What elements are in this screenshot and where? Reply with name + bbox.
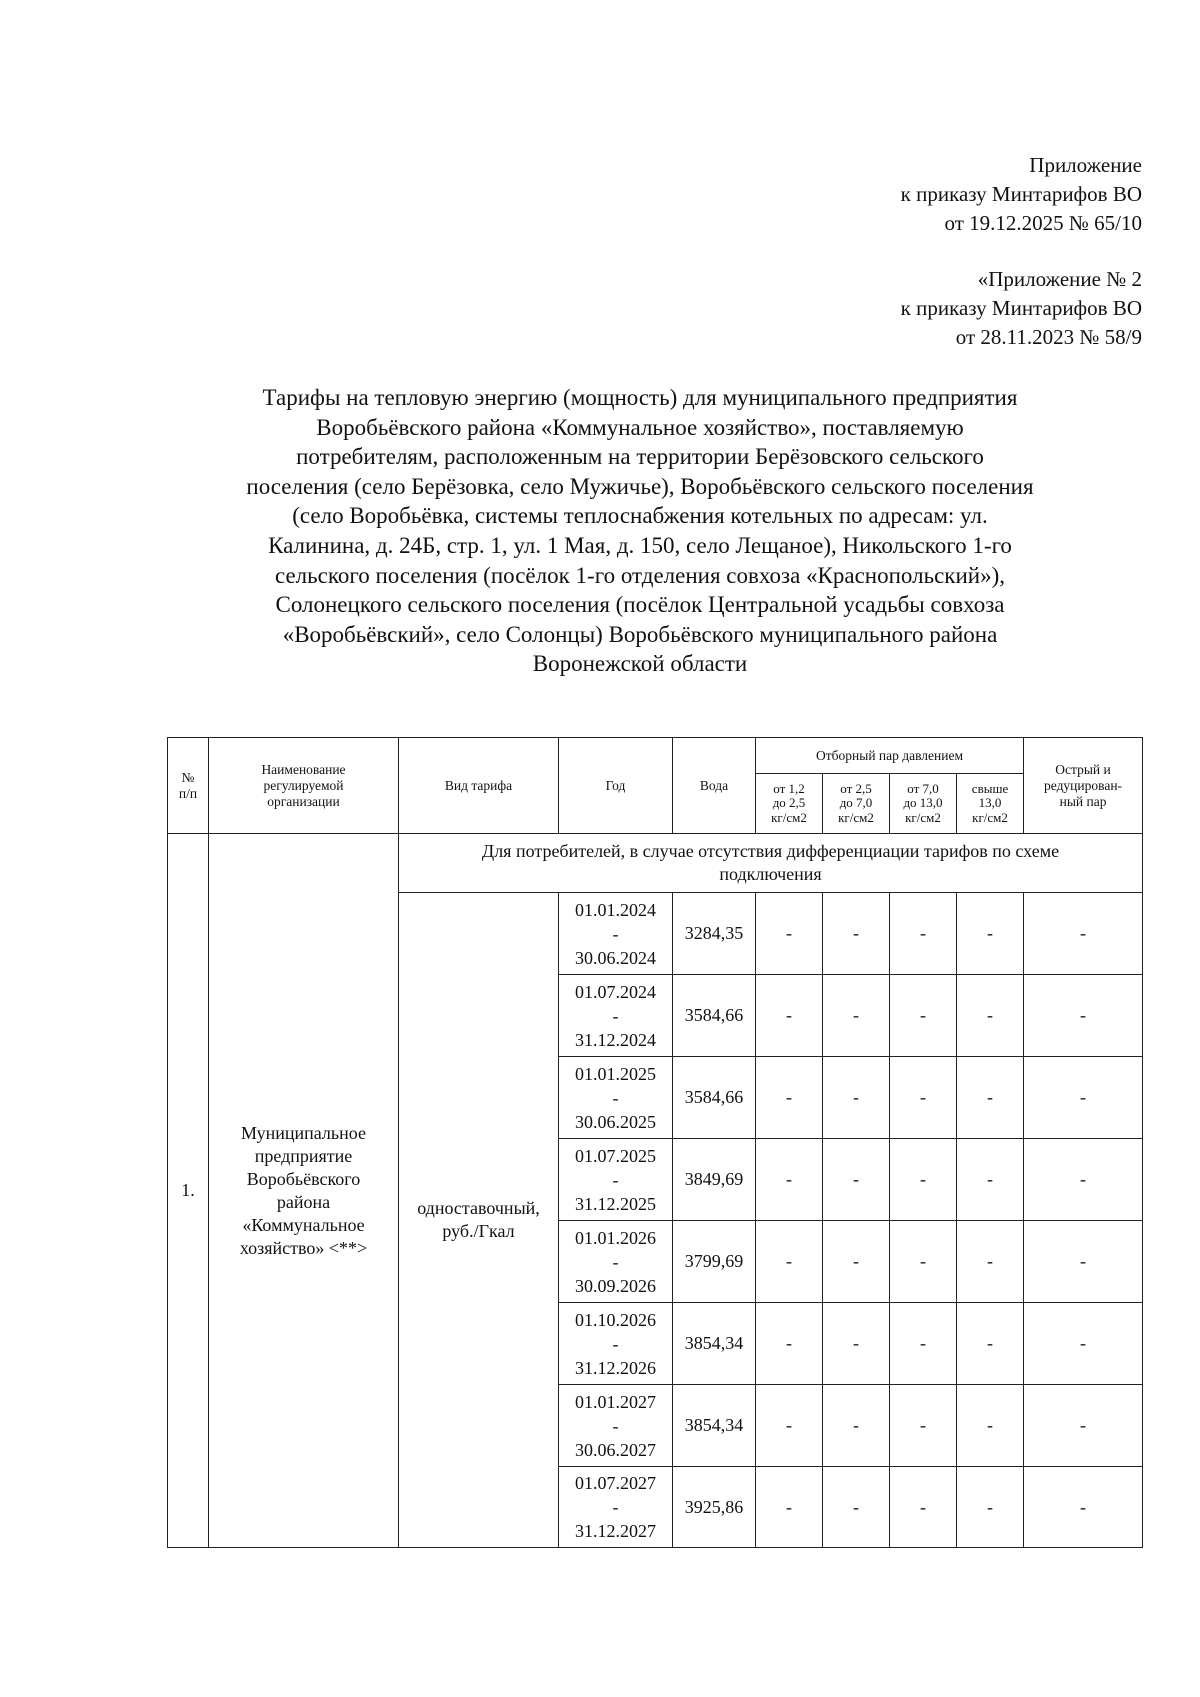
- period-cell: [559, 893, 673, 975]
- section-header-line: Для потребителей, в случае отсутствия дифференциации тарифов по схеме: [481, 841, 1060, 861]
- tariff-type-line: руб./Гкал: [442, 1221, 515, 1241]
- period-separator: -: [612, 1497, 619, 1517]
- title-line: Тарифы на тепловую энергию (мощность) для муниципального предприятия: [262, 385, 1018, 410]
- period-separator: -: [612, 1087, 619, 1108]
- tariff-type-line: одноставочный,: [417, 1198, 540, 1218]
- header-text: от 1,2: [773, 780, 805, 796]
- steam-1-value: -: [756, 1385, 823, 1467]
- document-title: [150, 383, 1130, 679]
- period-separator: -: [612, 1169, 619, 1190]
- steam-1-value: -: [756, 1139, 823, 1221]
- period-to: 31.12.2025: [575, 1193, 656, 1214]
- org-name-line: «Коммунальное: [242, 1214, 365, 1235]
- org-name-line: хозяйство» <**>: [239, 1237, 368, 1258]
- attachment-block-current: [901, 151, 1142, 238]
- steam-3-value: -: [890, 1221, 957, 1303]
- attachment-block-original: [901, 265, 1142, 352]
- attachment-line: «Приложение № 2: [977, 267, 1142, 291]
- org-name-line: района: [276, 1191, 331, 1212]
- header-text: регулируемой: [263, 777, 344, 793]
- attachment-line: от 19.12.2025 № 65/10: [944, 211, 1142, 235]
- period-from: 01.01.2024: [575, 899, 656, 920]
- steam-3-value: -: [890, 1385, 957, 1467]
- period-cell: [559, 1303, 673, 1385]
- water-tariff: 3584,66: [673, 1057, 756, 1139]
- header-text: кг/см2: [838, 809, 874, 825]
- period-separator: -: [612, 1005, 619, 1026]
- title-line: потребителям, расположенным на территории Берёзовского сельского: [296, 444, 984, 470]
- steam-2-value: -: [823, 1139, 890, 1221]
- header-text: организации: [267, 793, 340, 809]
- tariff-type-cell: [399, 893, 559, 1548]
- steam-1-value: -: [756, 975, 823, 1057]
- org-name-line: Муниципальное: [241, 1122, 366, 1143]
- period-separator: -: [612, 923, 619, 944]
- header-steam-4: [957, 774, 1024, 834]
- header-text: ный пар: [1059, 793, 1107, 809]
- attachment-line: от 28.11.2023 № 58/9: [955, 325, 1142, 349]
- steam-1-value: -: [756, 1057, 823, 1139]
- header-text: кг/см2: [905, 809, 941, 825]
- steam-2-value: -: [823, 893, 890, 975]
- steam-4-value: -: [957, 893, 1024, 975]
- header-text: 13,0: [978, 795, 1002, 811]
- period-cell: [559, 1139, 673, 1221]
- water-tariff: 3284,35: [673, 893, 756, 975]
- steam-1-value: -: [756, 893, 823, 975]
- attachment-line: Приложение: [1029, 153, 1142, 177]
- period-from: 01.07.2024: [575, 981, 656, 1002]
- sharp-steam-value: -: [1024, 975, 1143, 1057]
- water-tariff: 3854,34: [673, 1303, 756, 1385]
- period-cell: [559, 1057, 673, 1139]
- period-separator: -: [612, 1333, 619, 1354]
- period-to: 30.06.2024: [575, 947, 656, 968]
- steam-2-value: -: [823, 1385, 890, 1467]
- header-steam-3: [890, 774, 957, 834]
- header-num: [168, 738, 209, 834]
- header-text: кг/см2: [771, 809, 807, 825]
- steam-3-value: -: [890, 1057, 957, 1139]
- period-from: 01.10.2026: [575, 1309, 656, 1330]
- steam-4-value: -: [957, 1303, 1024, 1385]
- period-cell: [559, 1467, 673, 1548]
- period-cell: [559, 1385, 673, 1467]
- steam-3-value: -: [890, 1139, 957, 1221]
- header-text: до 7,0: [839, 795, 873, 811]
- header-text: №: [181, 769, 195, 785]
- title-line: сельского поселения (посёлок 1-го отделения совхоза «Краснопольский»),: [274, 562, 1005, 588]
- water-tariff: 3584,66: [673, 975, 756, 1057]
- header-text: Наименование: [261, 761, 346, 777]
- period-to: 31.12.2026: [575, 1357, 656, 1378]
- steam-4-value: -: [957, 1385, 1024, 1467]
- steam-1-value: -: [756, 1467, 823, 1548]
- steam-4-value: -: [957, 1221, 1024, 1303]
- sharp-steam-value: -: [1024, 1057, 1143, 1139]
- steam-3-value: -: [890, 975, 957, 1057]
- title-line: Воробьёвского района «Коммунальное хозяйство», поставляемую: [316, 414, 964, 440]
- steam-2-value: -: [823, 1221, 890, 1303]
- header-steam-group: Отборный пар давлением: [756, 738, 1024, 774]
- period-from: 01.07.2025: [575, 1145, 656, 1166]
- title-line: Солонецкого сельского поселения (посёлок Центральной усадьбы совхоза: [275, 592, 1005, 618]
- sharp-steam-value: -: [1024, 1467, 1143, 1548]
- header-tariff-type: Вид тарифа: [399, 738, 559, 834]
- steam-4-value: -: [957, 1139, 1024, 1221]
- header-water: Вода: [673, 738, 756, 834]
- period-from: 01.01.2026: [575, 1227, 656, 1248]
- header-text: редуцирован-: [1044, 777, 1123, 793]
- header-text: от 2,5: [840, 780, 872, 796]
- row-number: 1.: [168, 834, 209, 1548]
- steam-2-value: -: [823, 1467, 890, 1548]
- period-separator: -: [612, 1251, 619, 1272]
- header-text: до 2,5: [772, 795, 806, 811]
- sharp-steam-value: -: [1024, 1139, 1143, 1221]
- tariff-table: [167, 737, 1143, 1548]
- header-steam-2: [823, 774, 890, 834]
- water-tariff: 3799,69: [673, 1221, 756, 1303]
- period-to: 30.06.2027: [575, 1439, 656, 1460]
- title-line: Калинина, д. 24Б, стр. 1, ул. 1 Мая, д. 150, село Лещаное), Никольского 1-го: [268, 532, 1012, 558]
- period-cell: [559, 1221, 673, 1303]
- header-sharp-steam: [1024, 738, 1143, 834]
- header-text: кг/см2: [972, 809, 1008, 825]
- period-cell: [559, 975, 673, 1057]
- steam-4-value: -: [957, 1057, 1024, 1139]
- sharp-steam-value: -: [1024, 1221, 1143, 1303]
- steam-4-value: -: [957, 1467, 1024, 1548]
- section-header-line: подключения: [719, 864, 822, 884]
- header-steam-1: [756, 774, 823, 834]
- header-text: до 13,0: [903, 795, 943, 811]
- period-to: 31.12.2024: [575, 1029, 656, 1050]
- header-text: от 7,0: [907, 780, 939, 796]
- steam-1-value: -: [756, 1303, 823, 1385]
- org-name-line: предприятие: [254, 1145, 353, 1166]
- header-row-top: [168, 738, 1143, 774]
- header-year: Год: [559, 738, 673, 834]
- period-from: 01.01.2027: [575, 1391, 656, 1412]
- attachment-line: к приказу Минтарифов ВО: [900, 182, 1142, 206]
- period-to: 30.06.2025: [575, 1111, 656, 1132]
- sharp-steam-value: -: [1024, 893, 1143, 975]
- title-line: «Воробьёвский», село Солонцы) Воробьёвского муниципального района: [282, 621, 998, 647]
- header-text: свыше: [971, 780, 1009, 796]
- period-to: 30.09.2026: [575, 1275, 656, 1296]
- steam-1-value: -: [756, 1221, 823, 1303]
- period-from: 01.07.2027: [575, 1473, 656, 1493]
- water-tariff: 3925,86: [673, 1467, 756, 1548]
- steam-2-value: -: [823, 975, 890, 1057]
- title-line: Воронежской области: [532, 651, 748, 677]
- header-text: Острый и: [1055, 761, 1111, 777]
- section-header-cell: [399, 834, 1143, 893]
- title-line: поселения (село Берёзовка, село Мужичье), Воробьёвского сельского поселения: [246, 473, 1034, 499]
- steam-3-value: -: [890, 1467, 957, 1548]
- header-text: п/п: [178, 785, 198, 801]
- org-name-line: Воробьёвского: [246, 1168, 361, 1189]
- section-row: [168, 834, 1143, 893]
- org-name-cell: [209, 834, 399, 1548]
- period-separator: -: [612, 1415, 619, 1436]
- attachment-line: к приказу Минтарифов ВО: [900, 296, 1142, 320]
- period-to: 31.12.2027: [575, 1521, 656, 1541]
- sharp-steam-value: -: [1024, 1303, 1143, 1385]
- steam-4-value: -: [957, 975, 1024, 1057]
- steam-2-value: -: [823, 1057, 890, 1139]
- sharp-steam-value: -: [1024, 1385, 1143, 1467]
- period-from: 01.01.2025: [575, 1063, 656, 1084]
- water-tariff: 3854,34: [673, 1385, 756, 1467]
- title-line: (село Воробьёвка, системы теплоснабжения котельных по адресам: ул.: [292, 503, 988, 529]
- steam-3-value: -: [890, 893, 957, 975]
- header-org: [209, 738, 399, 834]
- steam-3-value: -: [890, 1303, 957, 1385]
- steam-2-value: -: [823, 1303, 890, 1385]
- water-tariff: 3849,69: [673, 1139, 756, 1221]
